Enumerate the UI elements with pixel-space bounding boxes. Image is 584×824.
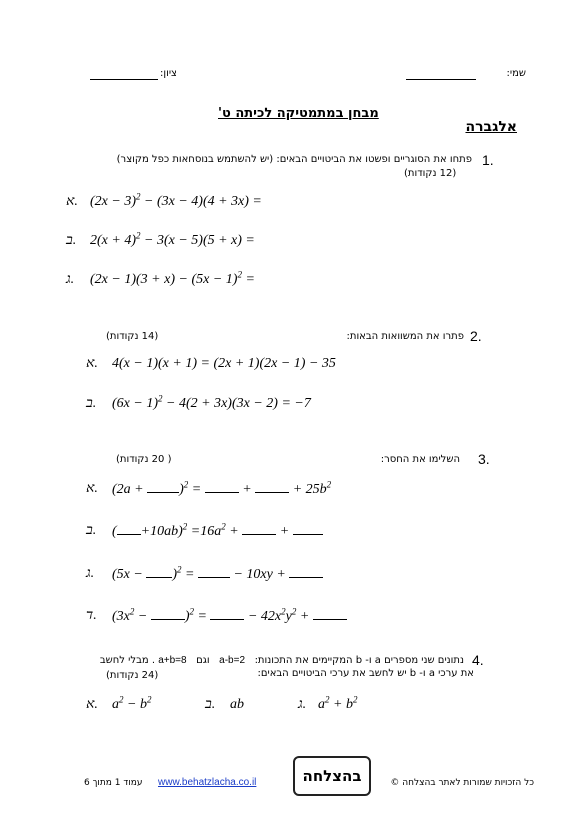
q1-points: (12 נקודות) — [404, 168, 457, 179]
q4-line1 — [100, 655, 464, 666]
q3-item-letter: ג. — [86, 566, 95, 581]
q4-condition-sum: a+b=8 — [158, 655, 187, 666]
q4-points: (24 נקודות) — [106, 670, 159, 681]
q4-expression-a: $a^2 - b^2$ — [112, 694, 152, 712]
q4-item-letter: א. — [86, 697, 98, 712]
answer-blank[interactable] — [146, 566, 172, 578]
q1-item-letter: ג. — [66, 272, 75, 287]
answer-blank[interactable] — [242, 523, 276, 535]
name-label: שמי: — [506, 68, 526, 79]
q4-condition-sum-of-differences: a-b=2 — [219, 655, 246, 666]
q1-item-letter: ב. — [66, 233, 77, 248]
grade-label: ציון: — [160, 68, 177, 79]
name-blank[interactable] — [406, 79, 476, 80]
q1-instruction: פתחו את הסוגריים ופשטו את הביטויים הבאים: (יש להשתמש בנוסחאות כפל מקוצר) — [116, 154, 472, 165]
q3-expression-b: ( $+10ab)^2 =16a^2$ + + — [112, 523, 323, 540]
q1-number: 1. — [482, 152, 494, 168]
answer-blank[interactable] — [255, 481, 289, 493]
page-title: מבחן במתמטיקה לכיתה ט' — [218, 106, 379, 121]
q4-item-letter: ב. — [205, 697, 216, 712]
answer-blank[interactable] — [293, 523, 323, 535]
q2-points: (14 נקודות) — [106, 331, 159, 342]
q4-line2: את ערכי a ו- b יש לחשב את ערכי הביטויים הבאים: — [257, 668, 474, 679]
q3-points: ( 20 נקודות) — [116, 454, 172, 465]
answer-blank[interactable] — [289, 566, 323, 578]
q3-item-letter: ב. — [86, 523, 97, 538]
answer-blank[interactable] — [198, 566, 230, 578]
footer-copyright: כל הזכויות שמורות לאתר בהצלחה © — [390, 778, 534, 788]
q3-expression-d: $(3x^2 - )^2$ = − $42x^2y^2$ + — [112, 608, 347, 625]
q3-item-letter: ד. — [86, 608, 97, 623]
grade-blank[interactable] — [90, 79, 158, 80]
answer-blank[interactable] — [210, 608, 244, 620]
answer-blank[interactable] — [313, 608, 347, 620]
q4-expression-b: ab — [230, 697, 244, 712]
q2-number: 2. — [470, 328, 482, 344]
q1-expression-b: $2(x + 4)^2 - 3(x - 5)(5 + x)$ = — [90, 230, 255, 248]
q3-expression-a: $(2a + )^2$ = + + $25b^2$ — [112, 479, 332, 497]
q4-text: נתונים שני מספרים a ו- b המקיימים את התכונות: — [254, 655, 464, 666]
answer-blank[interactable] — [151, 608, 185, 620]
q3-number: 3. — [478, 451, 490, 467]
q4-text-without-calc: . מבלי לחשב — [99, 655, 156, 666]
q3-item-letter: א. — [86, 481, 98, 496]
q2-equation-a: 4(x − 1)(x + 1) = (2x + 1)(2x − 1) − 35 — [112, 356, 336, 371]
footer-page-number: עמוד 1 מתוך 6 — [84, 778, 143, 788]
footer-website-link[interactable]: www.behatzlacha.co.il — [158, 777, 257, 788]
behatzlacha-logo — [293, 756, 371, 796]
q1-expression-a: $(2x - 3)^2 - (3x - 4)(4 + 3x)$ = — [90, 191, 262, 209]
answer-blank[interactable] — [205, 481, 239, 493]
q2-item-letter: א. — [86, 356, 98, 371]
logo-text: בהצלחה — [302, 767, 362, 785]
q1-expression-c: $(2x - 1)(3 + x) - (5x - 1)^2$ = — [90, 269, 255, 287]
section-title: אלגברה — [465, 119, 517, 135]
q4-expression-c: $a^2 + b^2$ — [318, 694, 358, 712]
answer-blank[interactable] — [117, 523, 141, 535]
q4-item-letter: ג. — [298, 697, 307, 712]
q4-text-and: וגם — [196, 655, 210, 666]
q3-instruction: השלימו את החסר: — [380, 454, 460, 465]
q4-number: 4. — [472, 652, 484, 668]
q1-item-letter: א. — [66, 194, 78, 209]
q2-item-letter: ב. — [86, 396, 97, 411]
q2-equation-b: $(6x - 1)^2 - 4(2 + 3x)(3x - 2) = -7$ — [112, 393, 311, 411]
q2-instruction: פתרו את המשוואות הבאות: — [346, 331, 464, 342]
q3-expression-c: $(5x - )^2$ = − 10xy + — [112, 566, 323, 583]
answer-blank[interactable] — [147, 481, 179, 493]
